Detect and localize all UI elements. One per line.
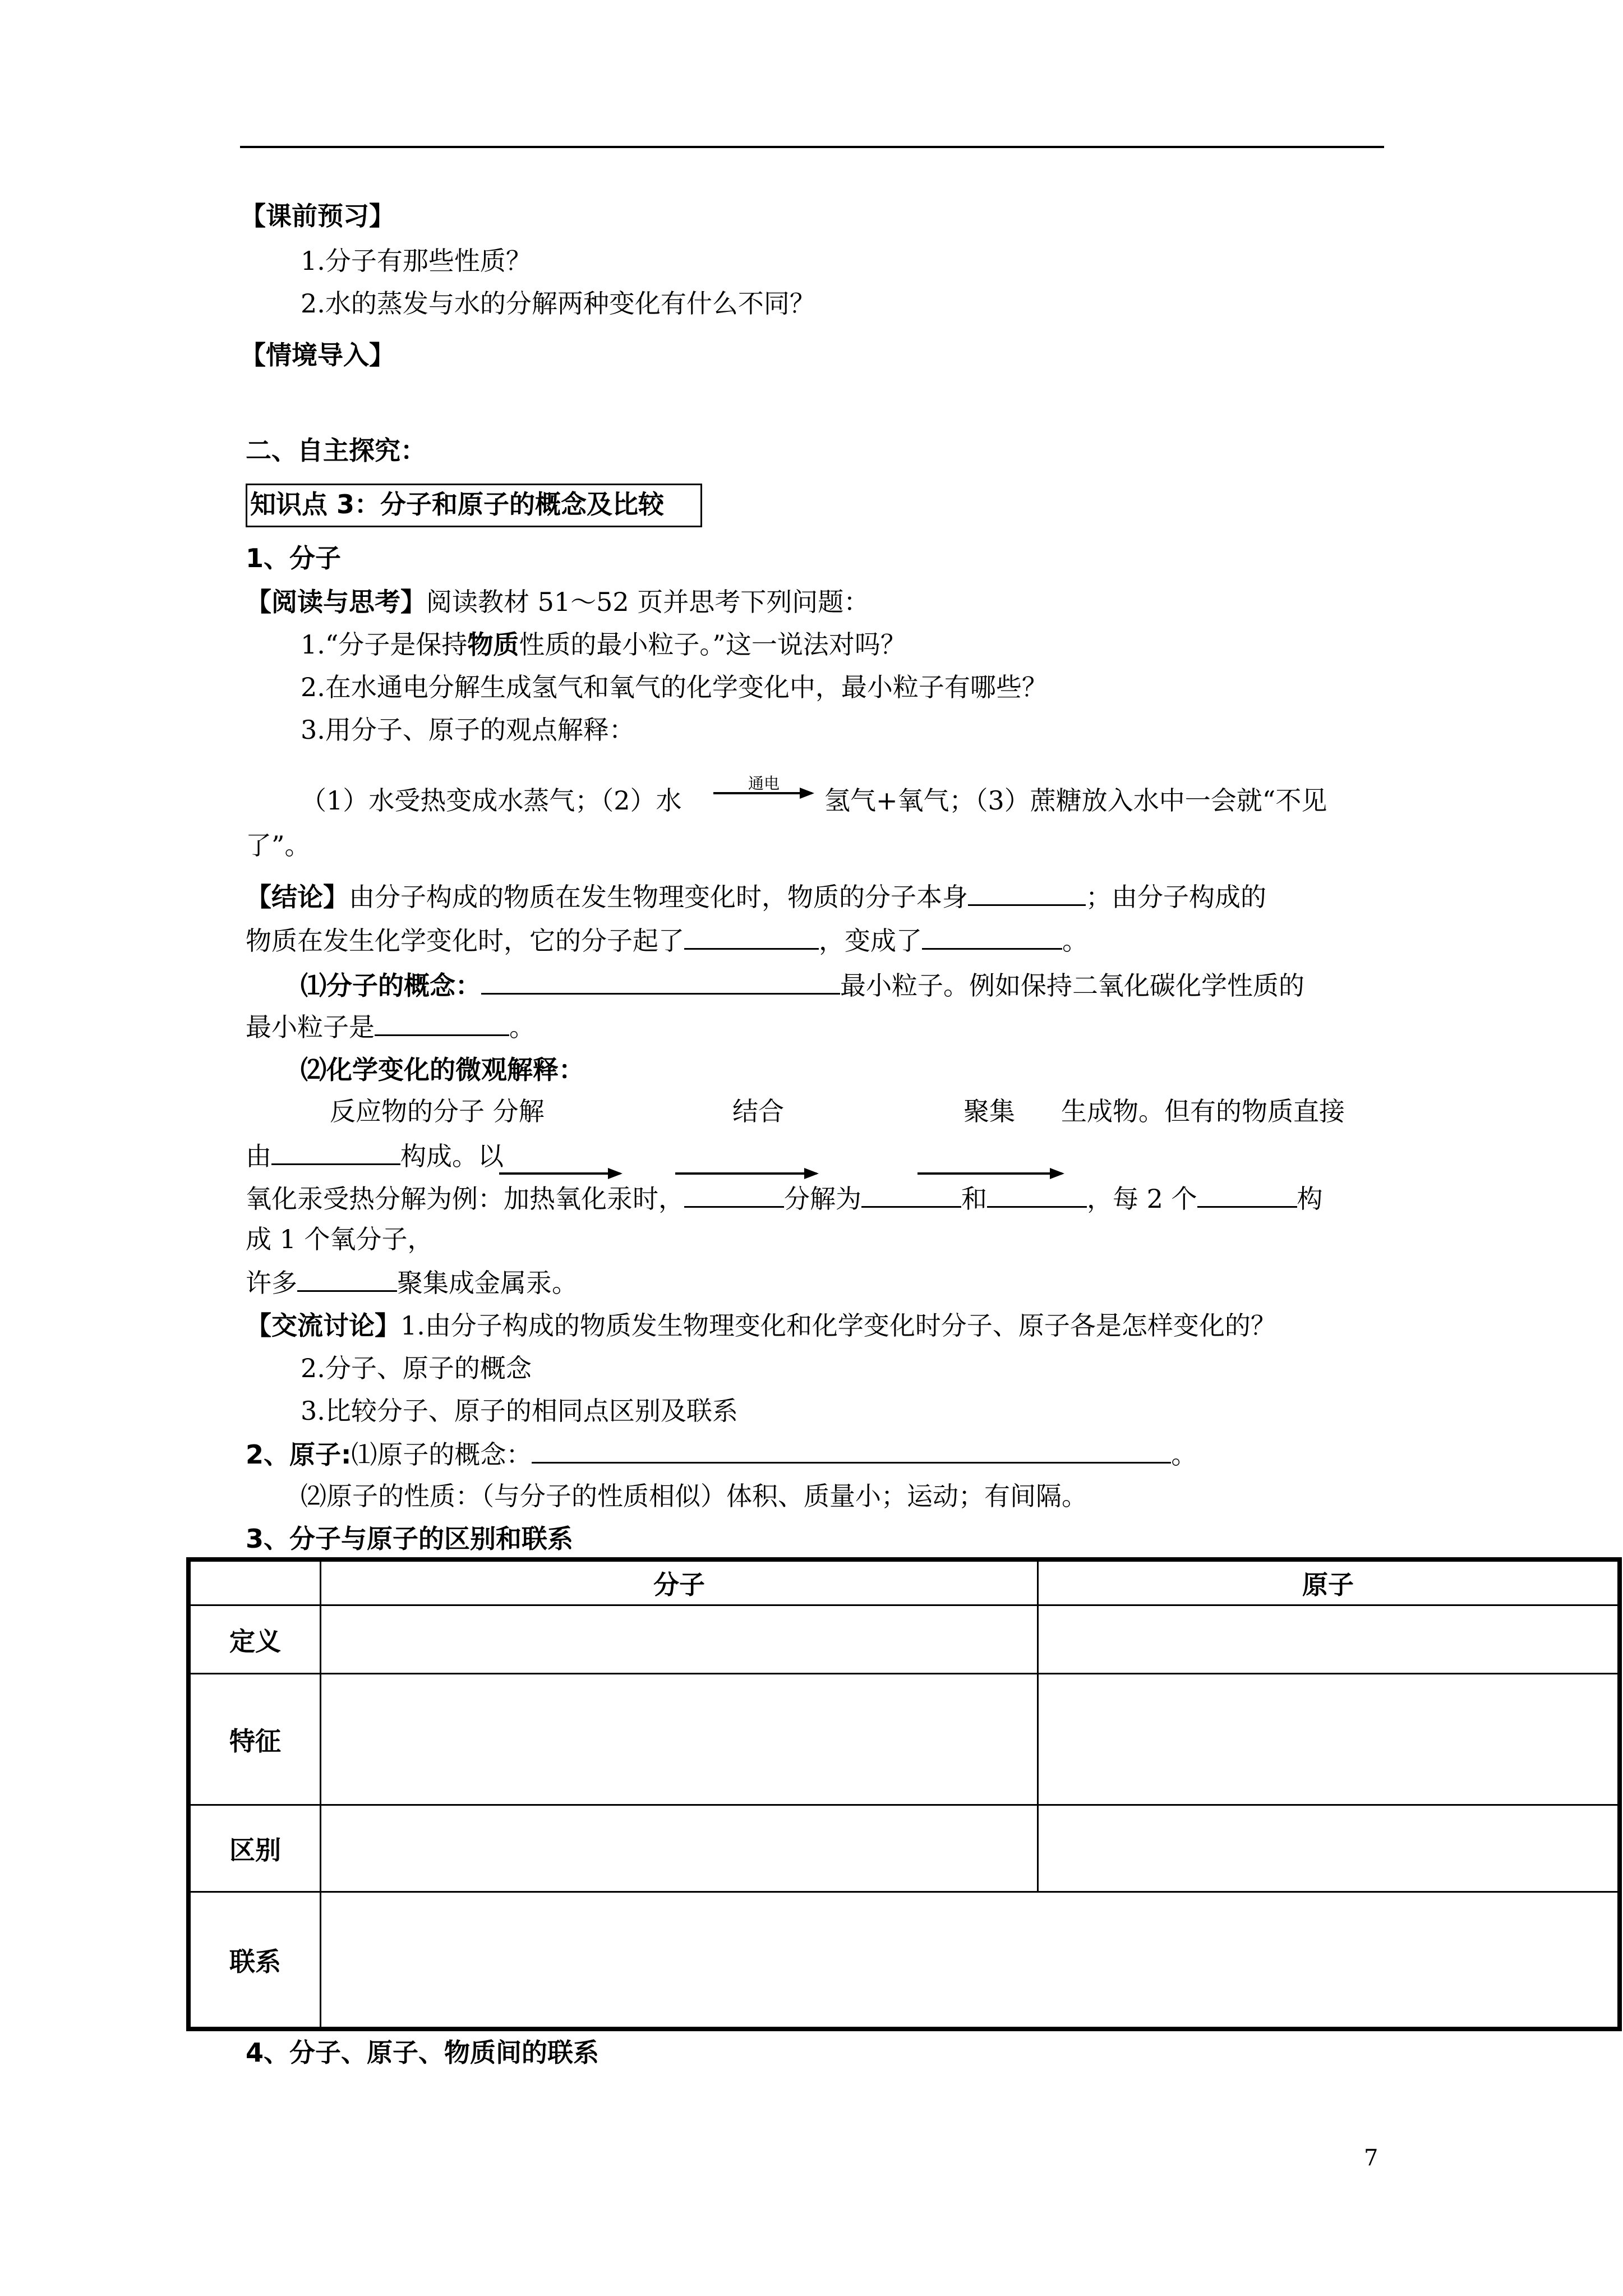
conclusion-label: 【结论】 xyxy=(246,882,349,912)
atom-heading: 2、原子: xyxy=(246,1439,352,1470)
read-think-label: 【阅读与思考】 xyxy=(246,587,426,617)
row-label-difference: 区别 xyxy=(188,1805,321,1892)
micro-row3 xyxy=(246,1181,1323,1215)
micro-row5 xyxy=(246,1266,578,1299)
combine-arrow-icon xyxy=(675,1172,817,1175)
micro-row3-b: 分解为 xyxy=(784,1184,861,1214)
decompose-arrow-icon xyxy=(499,1172,620,1175)
table-row xyxy=(188,1605,1620,1673)
comparison-heading: 3、分子与原子的区别和联系 xyxy=(246,1524,574,1554)
discussion-line-1 xyxy=(246,1309,1276,1342)
conclusion-line-1 xyxy=(246,880,1266,913)
discussion-question-3: 3.比较分子、原子的相同点区别及联系 xyxy=(301,1396,738,1426)
micro-row3-a: 氧化汞受热分解为例：加热氧化汞时， xyxy=(246,1184,684,1214)
preview-question-2: 2.水的蒸发与水的分解两种变化有什么不同？ xyxy=(301,288,815,319)
explain-line-part-c: 了”。 xyxy=(246,830,311,861)
table-row xyxy=(188,1805,1620,1892)
cell-molecule-feature[interactable] xyxy=(321,1674,1038,1805)
micro-row1-b: 结合 xyxy=(732,1096,784,1126)
comparison-table xyxy=(186,1557,1622,2031)
molecule-question-2: 2.在水通电分解生成氢气和氧气的化学变化中，最小粒子有哪些？ xyxy=(301,672,1048,702)
concept-text-b: 最小粒子是 xyxy=(246,1012,375,1042)
header-rule xyxy=(240,146,1384,148)
cell-atom-difference[interactable] xyxy=(1038,1805,1620,1892)
molecule-question-3: 3.用分子、原子的观点解释： xyxy=(301,715,635,745)
micro-row2-a: 由 xyxy=(246,1141,271,1171)
discussion-question-1: 1.由分子构成的物质发生物理变化和化学变化时分子、原子各是怎样变化的？ xyxy=(400,1310,1276,1341)
q1-part-b: 性质的最小粒子。”这一说法对吗？ xyxy=(519,629,906,660)
molecule-question-1 xyxy=(301,628,906,661)
cell-molecule-difference[interactable] xyxy=(321,1805,1038,1892)
knowledge-point-title: 知识点 3：分子和原子的概念及比较 xyxy=(250,489,665,519)
preview-question-1: 1.分子有那些性质？ xyxy=(301,246,532,276)
atom-property: ⑵原子的性质：（与分子的性质相似）体积、质量小；运动；有间隔。 xyxy=(301,1481,1087,1511)
blank-mercury-atom[interactable] xyxy=(297,1266,397,1292)
micro-row2 xyxy=(246,1139,504,1172)
concept-label: ⑴分子的概念： xyxy=(301,970,481,1001)
micro-row1-d: 生成物。但有的物质直接 xyxy=(1061,1096,1345,1126)
concept-line-2 xyxy=(246,1010,535,1043)
read-think-text: 阅读教材 51～52 页并思考下列问题： xyxy=(426,587,870,617)
row-label-relation: 联系 xyxy=(188,1892,321,2029)
page-number: 7 xyxy=(1364,2145,1378,2171)
atom-concept-line xyxy=(246,1437,1197,1471)
conclusion-text-2a: 物质在发生化学变化时，它的分子起了 xyxy=(246,926,684,956)
row-label-definition: 定义 xyxy=(188,1605,321,1673)
table-row xyxy=(188,1674,1620,1805)
cell-relation[interactable] xyxy=(321,1892,1620,2029)
table-header-row xyxy=(188,1559,1620,1605)
micro-explanation-label: ⑵化学变化的微观解释： xyxy=(301,1055,584,1085)
header-molecule: 分子 xyxy=(321,1559,1038,1605)
conclusion-text-1b: ；由分子构成的 xyxy=(1086,882,1266,912)
electrolysis-arrow-label: 通电 xyxy=(748,774,780,793)
micro-row5-b: 聚集成金属汞。 xyxy=(397,1268,578,1298)
situation-heading: 【情境导入】 xyxy=(240,340,395,370)
conclusion-text-2c: 。 xyxy=(1062,926,1088,956)
molecule-heading: 1、分子 xyxy=(246,543,342,573)
atom-concept-label: ⑴原子的概念： xyxy=(351,1439,532,1470)
micro-row3-d: ，每 2 个 xyxy=(1087,1184,1197,1214)
blank-direct-constituent[interactable] xyxy=(271,1139,400,1165)
atom-concept-end: 。 xyxy=(1171,1439,1197,1470)
micro-row3-e: 构 xyxy=(1297,1184,1323,1214)
micro-row4: 成 1 个氧分子， xyxy=(246,1224,434,1254)
q1-bold: 物质 xyxy=(467,629,519,660)
header-atom: 原子 xyxy=(1038,1559,1620,1605)
concept-line-1 xyxy=(301,968,1304,1002)
blank-co2-particle[interactable] xyxy=(375,1010,509,1036)
table-row xyxy=(188,1892,1620,2029)
blank-oxygen-atom[interactable] xyxy=(1197,1181,1297,1208)
conclusion-text-1a: 由分子构成的物质在发生物理变化时，物质的分子本身 xyxy=(349,882,968,912)
micro-row1-a: 反应物的分子 分解 xyxy=(330,1096,545,1126)
section-2-heading: 二、自主探究： xyxy=(246,435,426,466)
gather-arrow-icon xyxy=(917,1172,1062,1175)
section-4-heading: 4、分子、原子、物质间的联系 xyxy=(246,2037,600,2068)
conclusion-line-2 xyxy=(246,923,1088,957)
concept-text-c: 。 xyxy=(509,1012,535,1042)
discussion-question-2: 2.分子、原子的概念 xyxy=(301,1353,532,1383)
cell-molecule-definition[interactable] xyxy=(321,1605,1038,1673)
micro-row1-c: 聚集 xyxy=(963,1096,1015,1126)
blank-molecule-change[interactable] xyxy=(684,923,819,950)
discussion-label: 【交流讨论】 xyxy=(246,1310,400,1341)
blank-became[interactable] xyxy=(922,923,1062,950)
electrolysis-arrow-icon xyxy=(713,792,812,794)
explain-line-part-a: （1）水受热变成水蒸气；（2）水 xyxy=(301,785,682,816)
conclusion-text-2b: ，变成了 xyxy=(819,926,922,956)
explain-line-part-b: 氢气+氧气；（3）蔗糖放入水中一会就“不见 xyxy=(824,785,1327,816)
blank-atom-concept[interactable] xyxy=(532,1437,1171,1464)
q1-part-a: 1.“分子是保持 xyxy=(301,629,468,660)
cell-atom-feature[interactable] xyxy=(1038,1674,1620,1805)
blank-molecule-unchanged[interactable] xyxy=(968,880,1086,906)
header-empty-cell xyxy=(188,1559,321,1605)
cell-atom-definition[interactable] xyxy=(1038,1605,1620,1673)
row-label-feature: 特征 xyxy=(188,1674,321,1805)
blank-hgo-molecule[interactable] xyxy=(684,1181,784,1208)
micro-row3-c: 和 xyxy=(961,1184,987,1214)
preview-heading: 【课前预习】 xyxy=(240,201,395,231)
read-think-line xyxy=(246,586,869,618)
concept-text-a: 最小粒子。例如保持二氧化碳化学性质的 xyxy=(840,970,1304,1001)
micro-row2-b: 构成。以 xyxy=(400,1141,504,1171)
micro-row5-a: 许多 xyxy=(246,1268,297,1298)
blank-decompose-1[interactable] xyxy=(861,1181,961,1208)
blank-molecule-concept[interactable] xyxy=(481,968,840,995)
blank-decompose-2[interactable] xyxy=(987,1181,1087,1208)
